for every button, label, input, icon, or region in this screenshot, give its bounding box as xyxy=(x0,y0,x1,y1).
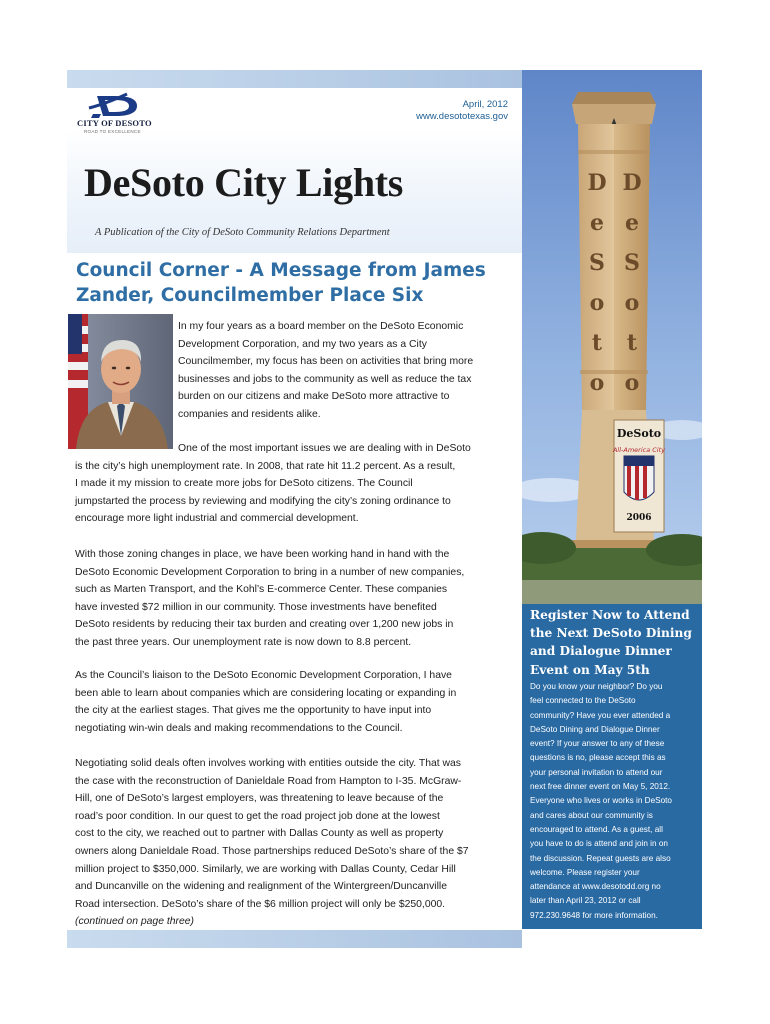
sidebar-line: feel connected to the DeSoto xyxy=(530,696,636,706)
tower-letter: o xyxy=(589,290,605,316)
headline-line: Council Corner - A Message from James xyxy=(76,260,486,281)
top-decorative-band xyxy=(67,70,522,88)
tower-letter: t xyxy=(626,330,638,356)
sidebar-line: Do you know your neighbor? Do you xyxy=(530,682,663,691)
sidebar-line: questions is no, please accept this as xyxy=(530,753,666,763)
text-line: One of the most important issues we are dealing with in DeSoto xyxy=(178,443,471,454)
text-line: million project to $350,000. Similarly, we are working with Dallas County, Cedar Hill xyxy=(75,863,456,875)
sidebar-line: next free dinner event on May 5, 2012. xyxy=(530,782,671,792)
text-line: With those zoning changes in place, we have been working hand in hand with the xyxy=(75,549,450,560)
sidebar-line: attendance at www.desotodd.org no xyxy=(530,882,661,892)
text-line: have invested $72 million in our community. Those investments have benefited xyxy=(75,601,437,613)
text-line: companies and residents alike. xyxy=(178,408,321,420)
text-line: Road intersection. DeSoto’s share of the $6 million project will only be $250,000. xyxy=(75,898,446,910)
sidebar-line: you have to do is attend and join in on xyxy=(530,839,668,849)
logo-city-name: CITY OF DESOTO xyxy=(77,118,152,128)
text-line: burden on our citizens and make DeSoto more attractive to xyxy=(178,391,450,403)
text-line: the past three years. Our unemployment rate is now down to 8.8 percent. xyxy=(75,636,412,648)
sidebar-line: 972.230.9648 for more information. xyxy=(530,910,658,920)
sidebar-line: community? Have you ever attended a xyxy=(530,710,671,720)
article-paragraph-1 xyxy=(178,318,473,424)
sidebar-body xyxy=(530,680,698,923)
sidebar-line: DeSoto Dining and Dialogue Dinner xyxy=(530,724,660,734)
text-line: road’s poor condition. In our quest to get the road project job done at the lowest xyxy=(75,810,440,822)
text-line: jumpstarted the process by reviewing and modifying the city’s zoning ordinance to xyxy=(75,495,451,507)
tower-letter: o xyxy=(589,370,605,396)
publication-subtitle: A Publication of the City of DeSoto Community Relations Department xyxy=(95,227,390,238)
tower-letter: S xyxy=(624,250,640,276)
text-line: the case with the reconstruction of Danieldale Road from Hampton to I-35. McGraw- xyxy=(75,775,462,787)
tower-sign-year: 2006 xyxy=(626,513,652,523)
text-line: As the Council’s liaison to the DeSoto Economic Development Corporation, I have xyxy=(75,670,452,681)
text-line: In my four years as a board member on the DeSoto Economic xyxy=(178,321,464,332)
tower-letter: e xyxy=(625,210,639,236)
issue-date: April, 2012 xyxy=(462,99,508,110)
councilmember-portrait xyxy=(68,314,173,449)
text-line: negotiating win-win deals and making recommendations to the Council. xyxy=(75,722,403,734)
article-paragraph-4 xyxy=(75,667,456,737)
logo-tagline: ROAD TO EXCELLENCE xyxy=(84,129,141,134)
sidebar-headline-line: the Next DeSoto Dining xyxy=(530,626,692,641)
bottom-decorative-band xyxy=(67,930,522,948)
text-line: cost to the city, we reached out to partner with Dallas County as well as property xyxy=(75,828,444,840)
sidebar-line: the discussion. Repeat guests are also xyxy=(530,853,671,863)
tower-sign-name: DeSoto xyxy=(616,427,662,440)
text-line: encourage more light industrial and commercial development. xyxy=(75,513,359,525)
text-line: owners along Danieldale Road. Those partnerships reduced DeSoto’s share of the $7 xyxy=(75,845,469,857)
article-headline xyxy=(76,258,516,308)
tower-letter: S xyxy=(589,250,605,276)
sidebar-line: later than April 23, 2012 or call xyxy=(530,896,641,906)
text-line: the city at the earliest stages. That gives me the opportunity to have input into xyxy=(75,705,432,717)
newsletter-masthead: DeSoto City Lights xyxy=(84,160,404,205)
article-paragraph-3 xyxy=(75,546,464,652)
website-link[interactable]: www.desototexas.gov xyxy=(416,111,508,122)
text-line: such as Marten Transport, and the Kohl’s E-commerce Center. These companies xyxy=(75,584,448,596)
text-line: and Duncanville on the widening and realignment of the Wintergreen/Duncanville xyxy=(75,881,447,893)
headline-line: Zander, Councilmember Place Six xyxy=(76,285,424,306)
article-paragraph-2 xyxy=(75,440,471,528)
text-line: DeSoto Economic Development Corporation to bring in a number of new companies, xyxy=(75,566,465,578)
continued-note[interactable]: (continued on page three) xyxy=(75,916,195,928)
sidebar-headline-line: Register Now to Attend xyxy=(530,608,690,622)
sidebar-headline-line: and Dialogue Dinner xyxy=(530,644,672,659)
tower-sign-award: All-America City xyxy=(612,446,666,454)
desoto-monument-photo xyxy=(522,70,702,604)
sidebar-line: Everyone who lives or works in DeSoto xyxy=(530,796,672,806)
sidebar-headline-line: Event on May 5th xyxy=(530,662,650,677)
sidebar-line: event? If your answer to any of these xyxy=(530,739,665,749)
text-line: I made it my mission to create more jobs for DeSoto citizens. The Council xyxy=(75,478,413,490)
tower-letter: t xyxy=(591,330,603,356)
text-line: Negotiating solid deals often involves working with entities outside the city. That was xyxy=(75,758,462,769)
text-line: Development Corporation, and my two years as a City xyxy=(178,338,427,350)
text-line: businesses and jobs to the community as well as reduce the tax xyxy=(178,373,472,385)
article-paragraph-5 xyxy=(75,755,469,931)
sidebar-line: welcome. Please register your xyxy=(530,867,640,877)
tower-letter: D xyxy=(622,170,642,196)
sidebar-line: encouraged to attend. As a guest, all xyxy=(530,824,663,834)
text-line: been able to learn about companies which are considering locating or expanding in xyxy=(75,687,457,699)
sidebar-headline xyxy=(530,606,698,679)
tower-letter: o xyxy=(624,290,640,316)
text-line: is the city’s high unemployment rate. In 2008, that rate hit 11.2 percent. As a result, xyxy=(75,460,456,472)
text-line: Hill, one of DeSoto’s largest employers, was threatening to leave because of the xyxy=(75,793,444,805)
tower-letter: D xyxy=(587,170,607,196)
tower-letter: o xyxy=(624,370,640,396)
text-line: DeSoto residents by reducing their tax burden and creating over 1,200 new jobs in xyxy=(75,619,454,631)
sidebar-line: and cares about our community is xyxy=(530,810,653,820)
sidebar-line: your personal invitation to attend our xyxy=(530,767,663,777)
tower-letter: e xyxy=(590,210,604,236)
text-line: Councilmember, my focus has been on activities that bring more xyxy=(178,356,474,368)
